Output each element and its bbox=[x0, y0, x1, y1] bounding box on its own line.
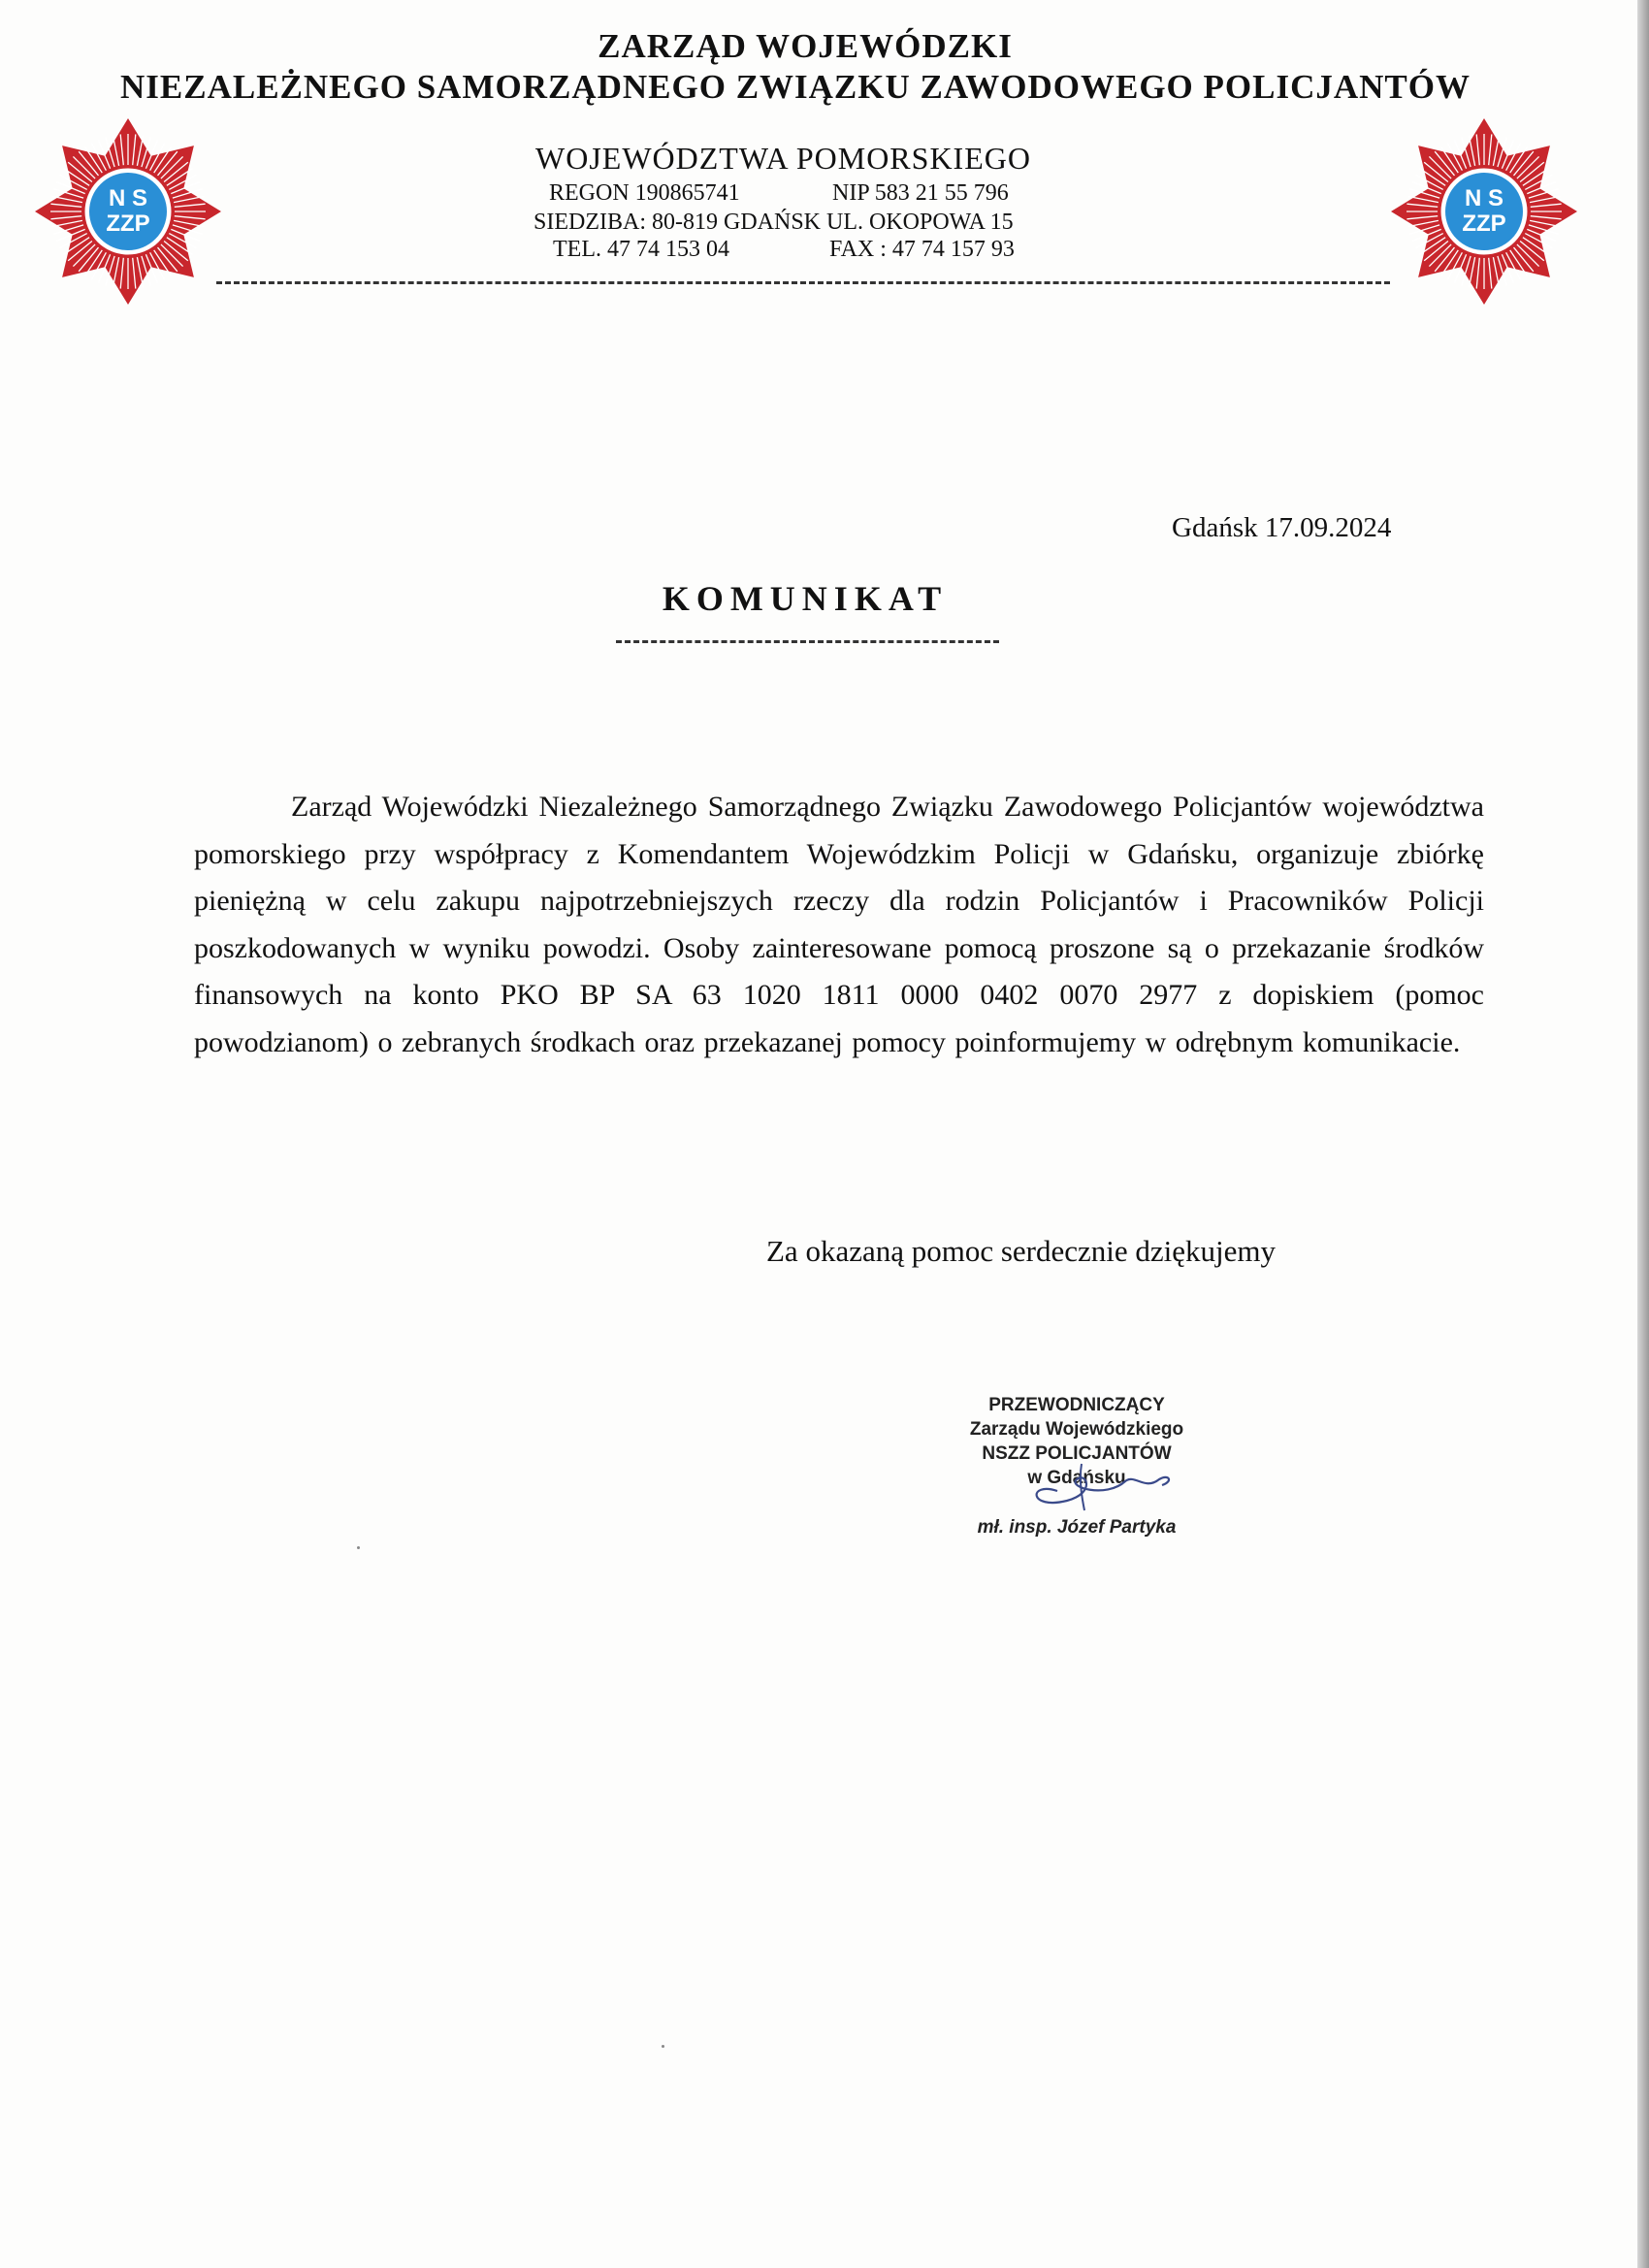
document-thanks: Za okazaną pomoc serdecznie dziękujemy bbox=[766, 1234, 1277, 1268]
letterhead-fax: FAX : 47 74 157 93 bbox=[829, 237, 1015, 262]
letterhead-phone: TEL. 47 74 153 04 bbox=[553, 237, 729, 262]
handwritten-signature bbox=[989, 1452, 1183, 1520]
document-date: Gdańsk 17.09.2024 bbox=[1172, 512, 1392, 543]
signature-line4: w Gdańsku bbox=[1027, 1468, 1126, 1488]
scan-speck bbox=[357, 1546, 360, 1549]
signature-line2: Zarządu Wojewódzkiego bbox=[969, 1419, 1184, 1440]
logo-text-top: N S bbox=[108, 185, 148, 211]
logo-text-top: N S bbox=[1464, 185, 1504, 211]
document-body: Zarząd Wojewódzki Niezależnego Samorządnego Związku Zawodowego Policjantów województwa pomorskiego przy współpracy z Komendantem Wojewódzkim Policji w Gdańsku, organizuje zbiórkę pieniężną w celu zakupu najpotrzebniejszych rzeczy dla rodzin Policjantów i Pracowników Policji poszkodowanych w wyniku powodzi. Osoby zainteresowane pomocą proszone są o przekazanie środków finansowych na konto PKO BP SA 63 1020 1811 0000 0402 0070 2977 z dopiskiem (pomoc powodzianom) o zebranych środkach oraz przekazanej pomocy poinformujemy w odrębnym komunikacie. bbox=[194, 791, 1484, 1058]
document-title: KOMUNIKAT bbox=[662, 579, 949, 618]
letterhead-region: WOJEWÓDZTWA POMORSKIEGO bbox=[535, 141, 1031, 176]
title-underline bbox=[616, 640, 999, 643]
logo-text-bottom: ZZP bbox=[1462, 211, 1506, 237]
letterhead-address: SIEDZIBA: 80-819 GDAŃSK UL. OKOPOWA 15 bbox=[534, 210, 1014, 235]
signature-line3: NSZZ POLICJANTÓW bbox=[982, 1443, 1172, 1464]
logo-text-bottom: ZZP bbox=[106, 211, 150, 237]
letterhead-regon: REGON 190865741 bbox=[549, 180, 740, 206]
letterhead-divider bbox=[216, 281, 1390, 284]
letterhead-title-line2: NIEZALEŻNEGO SAMORZĄDNEGO ZWIĄZKU ZAWODOWEGO POLICJANTÓW bbox=[119, 68, 1471, 106]
scan-speck bbox=[662, 2045, 664, 2048]
nszzp-logo-left bbox=[31, 114, 225, 308]
nszzp-logo-right bbox=[1387, 114, 1581, 308]
scan-edge bbox=[1637, 0, 1649, 2268]
letterhead-nip: NIP 583 21 55 796 bbox=[832, 180, 1009, 206]
letterhead-title-line1: ZARZĄD WOJEWÓDZKI bbox=[598, 27, 1013, 65]
signature-line1: PRZEWODNICZĄCY bbox=[988, 1395, 1165, 1415]
signature-name: mł. insp. Józef Partyka bbox=[977, 1517, 1177, 1538]
